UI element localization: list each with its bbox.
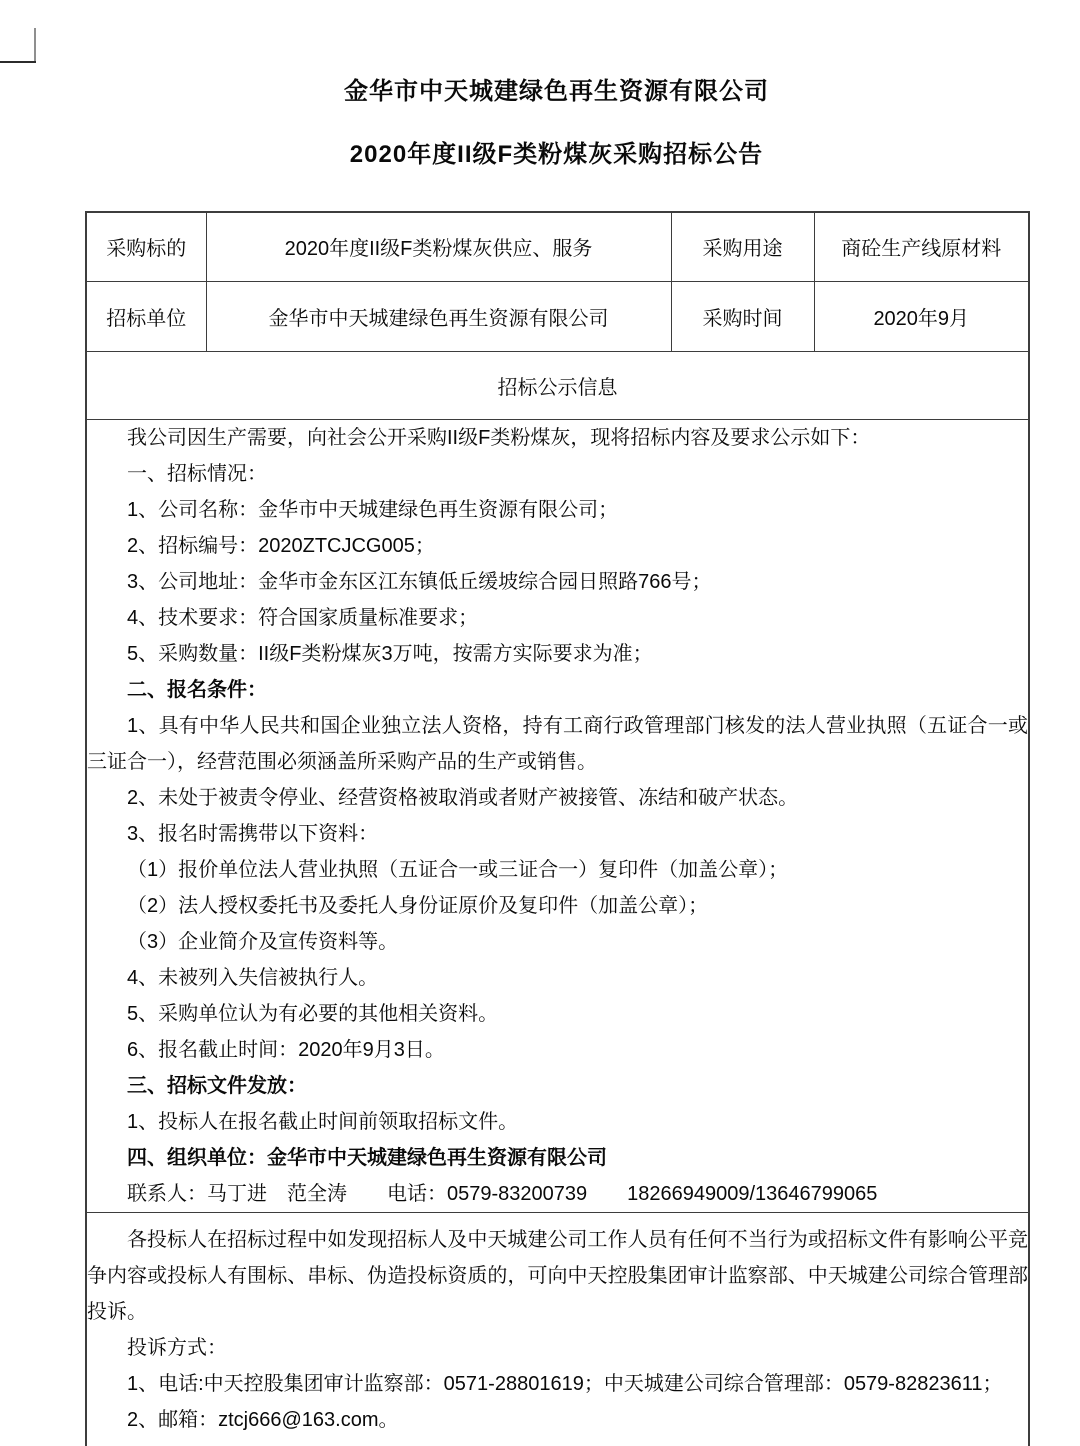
label-tender-unit: 招标单位 (86, 281, 206, 351)
document-title: 金华市中天城建绿色再生资源有限公司 (344, 78, 769, 105)
paragraph: 投诉方式： (127, 1336, 227, 1359)
paragraph: 2、未处于被责令停业、经营资格被取消或者财产被接管、冻结和破产状态。 (127, 786, 799, 809)
paragraph: 4、技术要求：符合国家质量标准要求； (127, 606, 479, 629)
paragraph: 1、公司名称：金华市中天城建绿色再生资源有限公司； (127, 498, 619, 521)
paragraph: 3、报名时需携带以下资料： (127, 822, 379, 845)
section-title: 招标公示信息 (86, 351, 1029, 419)
paragraph: 3、公司地址：金华市金东区江东镇低丘缓坡综合园日照路766号； (127, 570, 712, 593)
value-procurement-subject: 2020年度II级F类粉煤灰供应、服务 (206, 212, 671, 281)
paragraph: 1、电话:中天控股集团审计监察部：0571-28801619；中天城建公司综合管理部：0579-82823611； (127, 1372, 1003, 1395)
label-procurement-subject: 采购标的 (86, 212, 206, 281)
paragraph: 2、招标编号：2020ZTCJCG005； (127, 534, 435, 557)
paragraph: 6、报名截止时间：2020年9月3日。 (127, 1038, 445, 1061)
tender-summary-table (85, 211, 1030, 1446)
announcement-body (86, 419, 1029, 1212)
complaint-section (86, 1212, 1029, 1446)
value-procurement-time: 2020年9月 (814, 281, 1029, 351)
value-tender-unit: 金华市中天城建绿色再生资源有限公司 (206, 281, 671, 351)
paragraph: 1、具有中华人民共和国企业独立法人资格，持有工商行政管理部门核发的法人营业执照（五证合一或三证合一），经营范围必须涵盖所采购产品的生产或销售。 (87, 714, 1028, 773)
paragraph: 各投标人在招标过程中如发现招标人及中天城建公司工作人员有任何不当行为或招标文件有影响公平竞争内容或投标人有围标、串标、伪造投标资质的，可向中天控股集团审计监察部、中天城建公司综合管理部投诉。 (87, 1228, 1028, 1323)
page-corner-mark-horizontal (0, 61, 36, 63)
paragraph: 一、招标情况： (127, 462, 267, 485)
paragraph: 联系人：马丁进 范全涛 电话：0579-83200739 18266949009/13646799065 (127, 1182, 878, 1205)
paragraph: （2）法人授权委托书及委托人身份证原价及复印件（加盖公章）； (127, 894, 709, 917)
paragraph: 5、采购单位认为有必要的其他相关资料。 (127, 1002, 499, 1025)
paragraph: （1）报价单位法人营业执照（五证合一或三证合一）复印件（加盖公章）； (127, 858, 789, 881)
paragraph: 我公司因生产需要，向社会公开采购II级F类粉煤灰，现将招标内容及要求公示如下： (127, 426, 871, 449)
paragraph: 2、邮箱：ztcj666@163.com。 (127, 1408, 399, 1431)
paragraph: 1、投标人在报名截止时间前领取招标文件。 (127, 1110, 519, 1133)
paragraph: 四、组织单位：金华市中天城建绿色再生资源有限公司 (127, 1146, 607, 1169)
value-procurement-purpose: 商砼生产线原材料 (814, 212, 1029, 281)
paragraph: 4、未被列入失信被执行人。 (127, 966, 379, 989)
paragraph: 5、采购数量：II级F类粉煤灰3万吨，按需方实际要求为准； (127, 642, 653, 665)
label-procurement-purpose: 采购用途 (671, 212, 814, 281)
table-row-tender-unit (86, 281, 1029, 351)
paragraph: 二、报名条件： (127, 678, 267, 701)
table-row-procurement (86, 212, 1029, 281)
document-subtitle: 2020年度II级F类粉煤灰采购招标公告 (349, 141, 764, 168)
label-procurement-time: 采购时间 (671, 281, 814, 351)
table-row-complaint (86, 1212, 1029, 1446)
paragraph: （3）企业简介及宣传资料等。 (127, 930, 399, 953)
paragraph: 三、招标文件发放： (127, 1074, 307, 1097)
page-corner-mark-vertical (34, 28, 36, 62)
table-row-section-header (86, 351, 1029, 419)
table-row-announcement-body (86, 419, 1029, 1212)
